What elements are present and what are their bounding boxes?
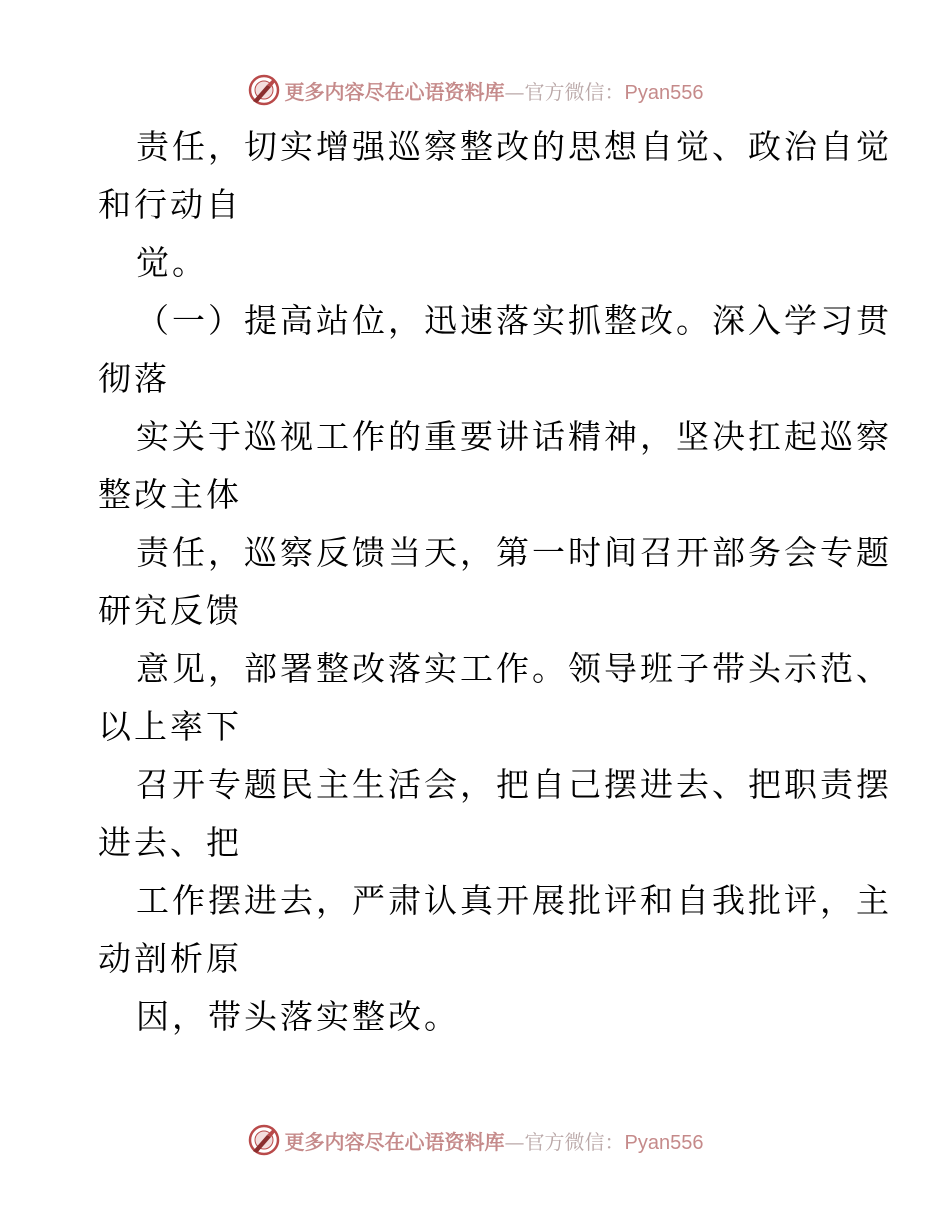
pen-logo-icon: [247, 73, 281, 107]
header-watermark: [0, 70, 950, 110]
text-line: 以上率下: [98, 707, 242, 746]
text-line: 意见，部署整改落实工作。领导班子带头示范、: [136, 649, 892, 688]
text-line: 责任，巡察反馈当天，第一时间召开部务会专题: [136, 533, 892, 572]
text-line: 因，带头落实整改。: [136, 997, 460, 1036]
footer-watermark: [0, 1120, 950, 1160]
watermark-text: [285, 76, 704, 105]
text-line: 整改主体: [98, 475, 242, 514]
text-line: 觉。: [136, 243, 208, 282]
watermark-main: 更多内容尽在心语资料库: [284, 79, 505, 104]
text-line: 彻落: [98, 359, 170, 398]
text-line: 研究反馈: [98, 591, 242, 630]
text-line: 和行动自: [98, 185, 242, 224]
watermark-id: Pyan556: [624, 81, 704, 104]
text-line: 工作摆进去，严肃认真开展批评和自我批评，主: [136, 881, 892, 920]
document-body: [98, 118, 892, 1046]
watermark-id: Pyan556: [624, 1131, 704, 1154]
text-line: 实关于巡视工作的重要讲话精神，坚决扛起巡察: [136, 417, 892, 456]
watermark-text: [285, 1126, 704, 1155]
pen-logo-icon: [247, 1123, 281, 1157]
text-line: （一）提高站位，迅速落实抓整改。深入学习贯: [136, 301, 892, 340]
text-line: 进去、把: [98, 823, 242, 862]
watermark-main: 更多内容尽在心语资料库: [284, 1129, 505, 1154]
text-line: 召开专题民主生活会，把自己摆进去、把职责摆: [136, 765, 892, 804]
watermark-sub: —官方微信：: [504, 1129, 625, 1154]
text-line: 动剖析原: [98, 939, 242, 978]
text-line: 责任，切实增强巡察整改的思想自觉、政治自觉: [136, 127, 892, 166]
watermark-sub: —官方微信：: [504, 79, 625, 104]
